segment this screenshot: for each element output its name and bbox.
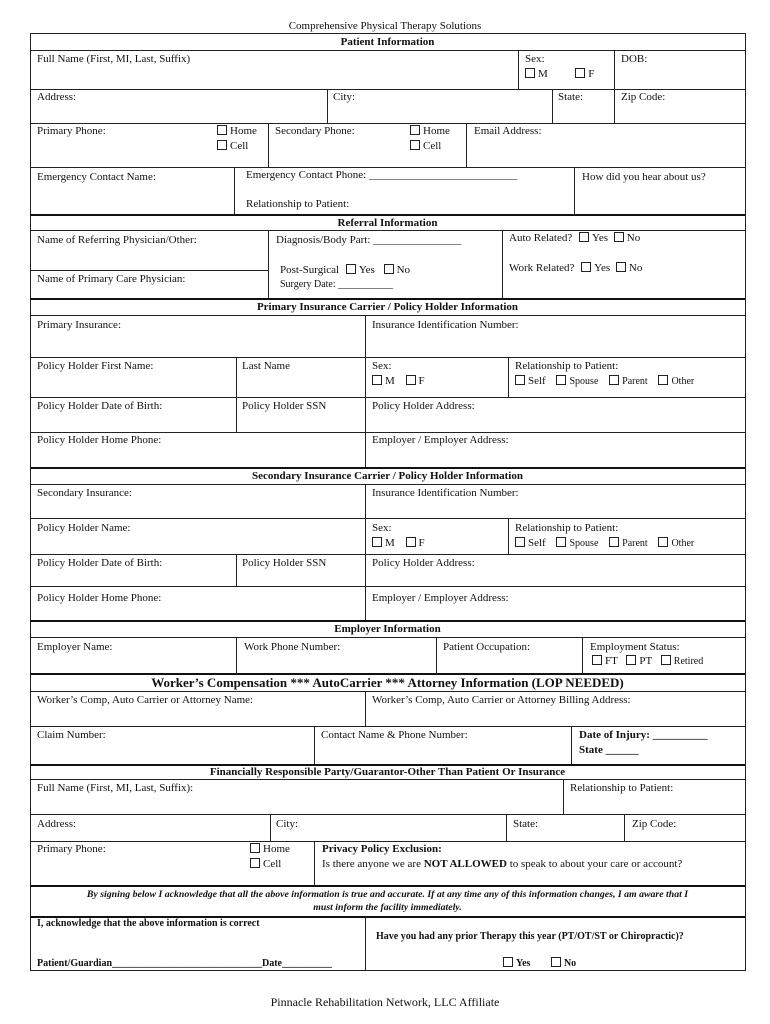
signing-statement-line2: must inform the facility immediately. bbox=[313, 902, 462, 913]
patient-occupation-label: Patient Occupation: bbox=[443, 641, 531, 653]
primary-self-checkbox[interactable] bbox=[515, 375, 525, 385]
emergency-name-label: Emergency Contact Name: bbox=[37, 171, 156, 183]
patient-sex-options: M F bbox=[525, 68, 594, 80]
injury-state-label: State ______ bbox=[579, 744, 639, 756]
primary-holder-ssn-label: Policy Holder SSN bbox=[242, 400, 327, 412]
prior-therapy-question: Have you had any prior Therapy this year (PT/OT/ST or Chiropractic)? bbox=[376, 931, 684, 942]
privacy-policy-question: Is there anyone we are NOT ALLOWED to speak to about your care or account? bbox=[322, 858, 683, 870]
primary-holder-dob-label: Policy Holder Date of Birth: bbox=[37, 400, 163, 412]
patient-primary-phone-label: Primary Phone: bbox=[37, 125, 106, 137]
contact-name-phone-label: Contact Name & Phone Number: bbox=[321, 729, 468, 741]
patient-email-label: Email Address: bbox=[474, 125, 542, 137]
work-no-checkbox[interactable] bbox=[616, 262, 626, 272]
secondary-self-checkbox[interactable] bbox=[515, 537, 525, 547]
primary-spouse-checkbox[interactable] bbox=[556, 375, 566, 385]
emergency-phone-label: Emergency Contact Phone: ___________________________ bbox=[246, 169, 518, 181]
patient-section-header: Patient Information bbox=[340, 36, 435, 48]
patient-city-label: City: bbox=[333, 91, 356, 103]
primary-holder-relationship-options: Self Spouse Parent Other bbox=[515, 375, 694, 387]
signing-statement-line1: By signing below I acknowledge that all the above information is true and accurate. If at any time any of this information changes, I am aware that I bbox=[86, 889, 689, 900]
secondary-holder-f-checkbox[interactable] bbox=[406, 537, 416, 547]
surgery-date-label: Surgery Date: ___________ bbox=[280, 279, 394, 290]
guarantor-city-label: City: bbox=[276, 818, 299, 830]
primary-phone-cell: Cell bbox=[217, 140, 248, 152]
post-surgical-yes-checkbox[interactable] bbox=[346, 264, 356, 274]
secondary-insurance-header: Secondary Insurance Carrier / Policy Holder Information bbox=[252, 470, 523, 482]
patient-full-name-label: Full Name (First, MI, Last, Suffix) bbox=[37, 53, 191, 65]
patient-dob-label: DOB: bbox=[621, 53, 648, 65]
secondary-spouse-checkbox[interactable] bbox=[556, 537, 566, 547]
secondary-holder-home-phone-label: Policy Holder Home Phone: bbox=[37, 592, 162, 604]
workers-comp-billing-label: Worker’s Comp, Auto Carrier or Attorney Billing Address: bbox=[372, 694, 631, 706]
employment-status-options: FT PT Retired bbox=[592, 655, 703, 667]
sex-m-checkbox[interactable] bbox=[525, 68, 535, 78]
guarantor-zip-label: Zip Code: bbox=[632, 818, 677, 830]
primary-parent-checkbox[interactable] bbox=[609, 375, 619, 385]
primary-holder-first-name-label: Policy Holder First Name: bbox=[37, 360, 154, 372]
emergency-relationship-label: Relationship to Patient: bbox=[246, 198, 350, 210]
date-of-injury-label: Date of Injury: __________ bbox=[579, 729, 708, 741]
patient-sex-label: Sex: bbox=[525, 53, 545, 65]
secondary-holder-sex-label: Sex: bbox=[372, 522, 392, 534]
auto-yes-checkbox[interactable] bbox=[579, 232, 589, 242]
work-phone-label: Work Phone Number: bbox=[244, 641, 341, 653]
primary-insurance-label: Primary Insurance: bbox=[37, 319, 121, 331]
prior-therapy-yes-checkbox[interactable] bbox=[503, 957, 513, 967]
secondary-parent-checkbox[interactable] bbox=[609, 537, 619, 547]
status-ft-checkbox[interactable] bbox=[592, 655, 602, 665]
secondary-holder-employer-label: Employer / Employer Address: bbox=[372, 592, 509, 604]
guarantor-full-name-label: Full Name (First, MI, Last, Suffix): bbox=[37, 782, 194, 794]
primary-phone-home: Home bbox=[217, 125, 257, 137]
employment-status-label: Employment Status: bbox=[590, 641, 680, 653]
secondary-cell-checkbox[interactable] bbox=[410, 140, 420, 150]
employer-name-label: Employer Name: bbox=[37, 641, 113, 653]
guarantor-phone-home: Home bbox=[250, 843, 290, 855]
patient-state-label: State: bbox=[558, 91, 584, 103]
primary-home-checkbox[interactable] bbox=[217, 125, 227, 135]
work-yes-checkbox[interactable] bbox=[581, 262, 591, 272]
prior-therapy-options: Yes No bbox=[503, 957, 576, 969]
patient-zip-label: Zip Code: bbox=[621, 91, 666, 103]
secondary-holder-dob-label: Policy Holder Date of Birth: bbox=[37, 557, 163, 569]
claim-number-label: Claim Number: bbox=[37, 729, 106, 741]
primary-holder-m-checkbox[interactable] bbox=[372, 375, 382, 385]
secondary-other-checkbox[interactable] bbox=[658, 537, 668, 547]
primary-holder-home-phone-label: Policy Holder Home Phone: bbox=[37, 434, 162, 446]
auto-no-checkbox[interactable] bbox=[614, 232, 624, 242]
primary-insurance-header: Primary Insurance Carrier / Policy Holder Information bbox=[256, 301, 519, 313]
post-surgical-no-checkbox[interactable] bbox=[384, 264, 394, 274]
workers-comp-name-label: Worker’s Comp, Auto Carrier or Attorney Name: bbox=[37, 694, 254, 706]
referral-section-header: Referral Information bbox=[337, 217, 438, 229]
post-surgical: Post-Surgical Yes No bbox=[280, 264, 411, 276]
primary-care-label: Name of Primary Care Physician: bbox=[37, 273, 186, 285]
patient-address-label: Address: bbox=[37, 91, 77, 103]
acknowledge-label: I, acknowledge that the above information is correct bbox=[37, 918, 260, 929]
secondary-phone-home: Home bbox=[410, 125, 450, 137]
secondary-insurance-id-label: Insurance Identification Number: bbox=[372, 487, 519, 499]
primary-holder-f-checkbox[interactable] bbox=[406, 375, 416, 385]
secondary-home-checkbox[interactable] bbox=[410, 125, 420, 135]
secondary-holder-address-label: Policy Holder Address: bbox=[372, 557, 475, 569]
guarantor-section-header: Financially Responsible Party/Guarantor-Other Than Patient Or Insurance bbox=[209, 766, 566, 778]
secondary-holder-sex-options: M F bbox=[372, 537, 425, 549]
primary-holder-sex-label: Sex: bbox=[372, 360, 392, 372]
primary-holder-relationship-label: Relationship to Patient: bbox=[515, 360, 619, 372]
patient-guardian-signature-line: Patient/Guardian______________________________Date__________ bbox=[37, 958, 332, 969]
workers-comp-header: Worker’s Compensation *** AutoCarrier *** Attorney Information (LOP NEEDED) bbox=[151, 675, 624, 690]
guarantor-home-checkbox[interactable] bbox=[250, 843, 260, 853]
privacy-policy-title: Privacy Policy Exclusion: bbox=[322, 843, 442, 855]
guarantor-cell-checkbox[interactable] bbox=[250, 858, 260, 868]
prior-therapy-no-checkbox[interactable] bbox=[551, 957, 561, 967]
primary-holder-employer-label: Employer / Employer Address: bbox=[372, 434, 509, 446]
sex-f-checkbox[interactable] bbox=[575, 68, 585, 78]
hear-about-label: How did you hear about us? bbox=[582, 171, 706, 183]
referring-physician-label: Name of Referring Physician/Other: bbox=[37, 234, 197, 246]
guarantor-phone-cell: Cell bbox=[250, 858, 281, 870]
secondary-holder-m-checkbox[interactable] bbox=[372, 537, 382, 547]
primary-other-checkbox[interactable] bbox=[658, 375, 668, 385]
guarantor-relationship-label: Relationship to Patient: bbox=[570, 782, 674, 794]
secondary-holder-relationship-label: Relationship to Patient: bbox=[515, 522, 619, 534]
guarantor-primary-phone-label: Primary Phone: bbox=[37, 843, 106, 855]
secondary-phone-cell: Cell bbox=[410, 140, 441, 152]
primary-holder-address-label: Policy Holder Address: bbox=[372, 400, 475, 412]
secondary-holder-relationship-options: Self Spouse Parent Other bbox=[515, 537, 694, 549]
secondary-holder-name-label: Policy Holder Name: bbox=[37, 522, 131, 534]
secondary-insurance-label: Secondary Insurance: bbox=[37, 487, 132, 499]
primary-holder-sex-options: M F bbox=[372, 375, 425, 387]
status-retired-checkbox[interactable] bbox=[661, 655, 671, 665]
secondary-holder-ssn-label: Policy Holder SSN bbox=[242, 557, 327, 569]
patient-secondary-phone-label: Secondary Phone: bbox=[275, 125, 355, 137]
work-related: Work Related? Yes No bbox=[509, 262, 643, 274]
guarantor-address-label: Address: bbox=[37, 818, 77, 830]
auto-related: Auto Related? Yes No bbox=[509, 232, 641, 244]
employer-section-header: Employer Information bbox=[334, 623, 441, 635]
primary-holder-last-name-label: Last Name bbox=[242, 360, 290, 372]
primary-cell-checkbox[interactable] bbox=[217, 140, 227, 150]
primary-insurance-id-label: Insurance Identification Number: bbox=[372, 319, 519, 331]
diagnosis-label: Diagnosis/Body Part: ________________ bbox=[276, 234, 462, 246]
form-top-title: Comprehensive Physical Therapy Solutions bbox=[288, 20, 482, 32]
form-footer: Pinnacle Rehabilitation Network, LLC Affiliate bbox=[270, 995, 500, 1009]
guarantor-state-label: State: bbox=[513, 818, 539, 830]
status-pt-checkbox[interactable] bbox=[626, 655, 636, 665]
